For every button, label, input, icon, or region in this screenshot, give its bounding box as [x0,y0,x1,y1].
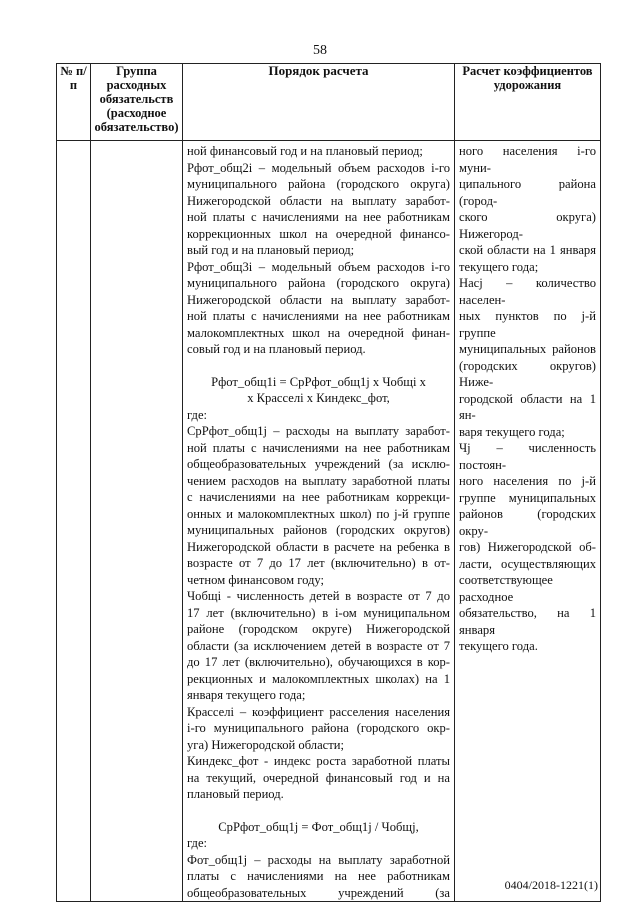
text-line: Чобщi - численность детей в возрасте от 7 до [187,589,450,603]
text-line: СрРфот_общ1j – расходы на выплату заработ- [187,424,450,438]
text-line: Красселi – коэффициент расселения населения [187,704,450,719]
text-line: ской области на 1 января [459,243,596,257]
text-line: ной финансовый год и на плановый период; [187,144,423,158]
text-line: Нижегородской области на выплату заработ- [187,292,450,307]
header-number: № п/п [57,64,91,141]
text-line: ного населения по j-й [459,474,596,488]
text-line: Рфот_общ1i = СрРфот_общ1j x Чобщi x [211,374,426,389]
text-line: текущего года; [459,259,539,274]
text-line: муниципальных районов (городских округов) [187,523,450,537]
text-line: Насj – количество населен- [459,276,596,307]
text-line: четном финансовом году; [187,572,325,587]
text-line: ной платы с начислениями на нее работникам [187,440,450,455]
text-line: общеобразовательных учреждений (за [187,885,450,900]
text-line: Киндекс_фот - индекс роста заработной платы [187,754,450,768]
text-line: плановый период. [187,787,284,801]
text-line: ной платы с начислениями на нее работникам [187,309,450,323]
text-line: i-го муниципального района (городского окр- [187,721,450,735]
text-line: ского округа) Нижегород- [459,210,596,241]
text-line: ного населения i-го муни- [459,144,596,175]
cell-cost-coefficients [455,141,601,902]
text-line: Нижегородской области на выплату заработ- [187,193,450,208]
text-line: Нижегородской области в расчете на ребенка в [187,539,450,554]
page-number: 58 [313,43,327,58]
text-line: муниципальных районов [459,342,596,356]
text-line [187,803,450,819]
document-code: 0404/2018-1221(1) [504,878,598,892]
text-line: x Красселi x Киндекс_фот, [247,391,390,405]
text-line: варя текущего года; [459,424,565,439]
text-line: текущего года. [459,639,538,653]
text-line: соответствующее расходное [459,573,553,604]
table-header-row [57,64,601,141]
text-line: вый год и на плановый период; [187,243,355,257]
header-calculation-procedure: Порядок расчета [183,64,455,141]
text-line: (городских округов) Ниже- [459,358,596,389]
coefficients-text [459,143,596,655]
text-line: где: [187,407,208,422]
text-line: на текущий, очередной финансовый год и на [187,770,450,785]
text-line: рекционных и малокомплектных школах) на 1 [187,671,450,686]
text-line: чением расходов на выплату заработной платы [187,473,450,488]
text-line: гов) Нижегородской об- [459,540,596,554]
text-line [187,358,450,374]
text-line: возрасте от 7 до 17 лет (включительно) в от- [187,556,450,570]
text-line: городской области на 1 ян- [459,391,596,422]
text-line: где: [187,836,208,850]
text-line: до 17 лет (включительно), обучающихся в кор- [187,655,450,669]
text-line: группе муниципальных [459,490,596,505]
text-line: онных и малокомплектных школ) по j-й группе [187,506,450,521]
text-line: 17 лет (включительно) в i-ом муниципальном [187,605,450,620]
text-line: общеобразовательных учреждений (за исклю- [187,457,450,471]
text-line: ласти, осуществляющих [459,556,596,571]
text-line: Чj – численность постоян- [459,441,596,472]
text-line: районов (городских окру- [459,507,596,538]
text-line: СрРфот_общ1j = Фот_общ1j / Чобщj, [218,819,419,834]
header-obligation-group: Группа расходных обязательств (расходное обязательство) [91,64,183,141]
table-row [57,141,601,902]
calculation-text [187,143,450,901]
text-line: января текущего года; [187,688,306,702]
text-line: районе (городском округе) Нижегородской [187,622,450,636]
cell-number [57,141,91,902]
cell-calculation-procedure [183,141,455,902]
text-line: Фот_общ1j – расходы на выплату заработной [187,852,450,867]
calculation-table [56,63,601,902]
text-line: коррекционных школ на очередной финансо- [187,226,450,241]
text-line: муниципального района (городского округа) [187,177,450,191]
cell-obligation-group [91,141,183,902]
text-line: Рфот_общ2i – модельный объем расходов i-го [187,160,450,175]
text-line: муниципального района (городского округа) [187,276,450,290]
text-line: малокомплектных школ на очередной финан- [187,325,450,340]
text-line: области (за исключением детей в возрасте от 7 [187,638,450,653]
text-line: Рфот_общ3i – модельный объем расходов i-го [187,259,450,274]
header-cost-coefficients: Расчет коэффициентов удорожания [455,64,601,141]
text-line: уга) Нижегородской области; [187,737,344,752]
text-line: обязательство, на 1 января [459,606,596,637]
text-line: с начислениями на нее работникам коррекци- [187,490,450,504]
text-line: платы с начислениями на нее работникам [187,869,450,883]
text-line: совый год и на плановый период. [187,342,366,356]
text-line: ной платы с начислениями на нее работникам [187,210,450,224]
text-line: ципального района (город- [459,177,596,208]
text-line: ных пунктов по j-й группе [459,309,596,340]
